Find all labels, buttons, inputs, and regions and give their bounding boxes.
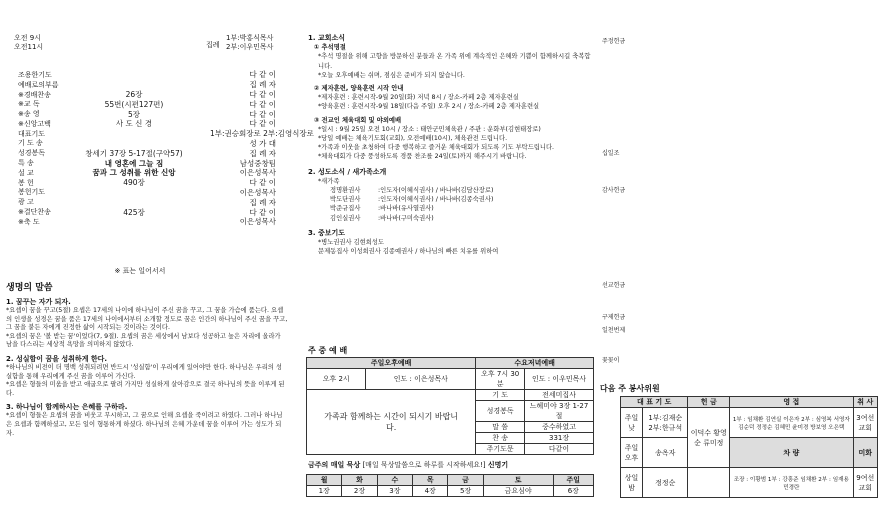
day-cell: 월 [307,475,342,486]
order-row: 대표기도 1부:권승회장로 2부:김영식장로 [18,129,314,139]
order-row: 광 고 집 례 자 [18,197,276,207]
order-row: ※교 독 55번(시편127편) 다 같 이 [18,99,276,109]
sermon-point-3: 3. 하나님이 함께하시는 은혜를 구하라. [6,403,128,412]
chapter-cell: 금요심야 [483,486,553,497]
offering-labels [600,0,628,380]
sermon-title: 생명의 말씀 [6,283,53,293]
chapter-cell: 3장 [377,486,412,497]
notices: 1. 교회소식 ① 추석명절 *추석 명절을 위해 고향을 방문하신 분들과 온 가족 위에 계속적인 은혜와 기쁨이 함께하시길 축복합니다. *오늘 오후예배는 쉬며, 점심은 준비가 되지 않습니다. ② 제자훈련, 양육훈련 시작 안내 *제자훈련 : 훈련시작-9월 20일(화) 저녁 8시 / 장소-카페 2층 제자훈련실 *양육훈련 : 훈련시작-9월 18일(다음 주일) 오후 2시 / 장소-카페 2층 제자훈련실 ③ 전교인 체육대회 및 야외예배 *일시 : 9월 25일 오전 10시 / 장소 : 태안군민체육관 / 주관 : 운화부(김현태장로) *당일 예배는 체육기도회(교회), 오전예배(10시), 체육관전 드립니다. *가족과 이웃을 초청하여 다중 행복하고 즐거운 체육대회가 되도록 기도 부탁드립니다. *체육대회가 다중 풍성하도록 경품 찬조를 24일(토)까지 해주시기 바랍니다. 2. 성도소식 / 새가족소개 *새가족 정명환권사 : 인도자(이혜식권사) / 바나바(김담산장로) 박도단권사 : 인도자(이혜식권사) / 바나바(김종숙권사) 박준규집사 : 바나바(유사열권사) 김인실권사 : 바나바(구미숙권사) 3. 중보기도 *병노권권사 김현희성도 문제동집사 이성희권사 김종예권사 / 하나님의 빠른 치유를 위하여 [308,34,596,256]
chapter-cell: 6장 [553,486,593,497]
next-title: 다음 주 봉사위원 [600,384,660,393]
notices-column [300,0,600,529]
day-cell: 금 [448,475,483,486]
sermon: 생명의 말씀 1. 꿈꾸는 자가 되자. *요셉이 꿈을 꾸고(5절) 요셉은 17세의 나이에 하나님이 주신 꿈을 꾸고, 그 꿈을 가슴에 품는다. 요셉의 인생을 성경은 꿈을 품은 17세의 나이에서부터 소개할 정도로 꿈은 인간의 하나님이 주신 꿈을 꾸고, 그 꿈을 붙든 자에게 진정한 삶이 시작되는 것이라는 것이다. *요셉의 꿈은 '볼 받는 꿈'이었다(7, 9절). 요셉의 꿈은 세상에서 남보다 성공하고 높은 자리에 올라가 남을 다스리는 세상적 욕망을 의미하지 않았다. 2. 성실함이 꿈을 성취하게 한다. *하나님의 비전이 더 명백 성취되려면 반드시 '성실함'이 우리에게 있어야만 한다. 하나님은 우리의 성실함을 통해 우리에게 주신 꿈을 이루어 가신다. *요셉은 형들의 미움을 받고 애굽으로 팔려 가지만 성실하게 살아감으로 결국 하나님의 뜻을 이루게 된다. 3. 하나님이 함께하시는 은혜를 구하라. *요셉이 형들은 요셉의 꿈을 비웃고 무시하고, 그 꿈으로 인해 요셉을 죽이려고 하였다. 그러나 하나님은 요셉과 함께하셨고, 모든 일이 형통하게 하셨다. 하나님의 은혜 가운데 꿈을 이루어 가는 성도가 되자. [6,280,288,438]
order-list [0,70,314,227]
order-row: 예배로의부름 집 례 자 [18,80,276,90]
daily-header: 금주의 매일 묵상 [매일 묵상말씀으로 하루를 시작하세요!] 신명기 [308,461,509,469]
offering-column [600,0,880,529]
day-cell: 목 [413,475,448,486]
order-row: 특 송 내 영혼에 그늘 짐 남성중창팀 [18,158,276,168]
offering-label: 일천번제 [602,327,626,334]
day-cell: 화 [342,475,377,486]
weekly-table: 주일오후예배 수요저녁예배 오후 2시 인도 : 이은성목사 오후 7시 30분 인도 : 이우민목사 가족과 함께하는 시간이 되시기 바랍니다. 기 도 전세미집사 성경봉독 느헤미야 3장 1-27절 말 씀 중수하였고 찬 송 331장 주기도문 다같이 [306,357,594,455]
offering-label: 꽃꽂이 [602,357,620,364]
order-row: 기 도 송 성 가 대 [18,138,276,148]
offering-label: 선교헌금 [602,282,626,289]
chapter-cell: 1장 [307,486,342,497]
offering-label: 감사헌금 [602,187,626,194]
order-row: ※송 영 5장 다 같 이 [18,109,276,119]
weekly-title: 주 중 예 배 [308,346,348,355]
day-cell: 토 [483,475,553,486]
offering-label: 주정헌금 [602,38,626,45]
order-row: 봉헌기도 이은성목사 [18,187,276,197]
chapter-cell: 2장 [342,486,377,497]
day-cell: 주일 [553,475,593,486]
family-item: 박도단권사 : 인도자(이혜식권사) / 바나바(김종숙권사) [330,196,494,204]
order-row: 봉 헌 490장 다 같 이 [18,178,276,188]
chapter-cell: 5장 [448,486,483,497]
day-cell: 수 [377,475,412,486]
chapter-cell: 4장 [413,486,448,497]
footnote: ※ 표는 일어서서 [114,267,166,275]
service-table: 대 표 기 도 헌 금 영 접 취 사 주일 낮 1부:김재순 2부:한규석 이덕수 황영순 류미정 1부 : 임채환 김연실 이은자 2부 : 심영복 서영자 김순덕 정정순 김혜민 윤미경 방보영 오은택 3여선교회 주일오후 송옥자 차 량 미화 상일 밤 정정순 조장 : 이황범 1부 : 강흥준 임채환 2부 : 임재용 민경란 9여선교회 [620,396,878,498]
offering-label: 구제헌금 [602,314,626,321]
order-row: ※축 도 이은성목사 [18,217,276,227]
service-times: 오전 9시 오전11시 [14,34,44,51]
sermon-point-2: 2. 성실함이 꿈을 성취하게 한다. [6,354,108,363]
order-row: 성경봉독 창세기 37장 5-17절(구약57) 집 례 자 [18,148,276,158]
leader-label: 집례 [206,41,220,49]
family-item: 정명환권사 : 인도자(이혜식권사) / 바나바(김담산장로) [330,187,494,195]
worship-order-column [0,0,314,529]
leaders: 1부:박홍식목사 2부:이우민목사 [226,34,274,51]
offering-names [630,30,874,380]
daily-table [306,474,594,497]
family-item: 박준규집사 : 바나바(유사열권사) [330,205,434,213]
new-family-list [308,186,596,223]
order-row: 설 교 꿈과 그 성취를 위한 신앙 이은성목사 [18,168,276,178]
offering-label: 십일조 [602,150,620,157]
family-item: 김인실권사 : 바나바(구미숙권사) [330,214,434,222]
order-row: ※결단찬송 425장 다 같 이 [18,207,276,217]
order-row: ※신앙고백 사 도 신 경 다 같 이 [18,119,276,129]
sermon-point-1: 1. 꿈꾸는 자가 되자. [6,298,71,306]
order-row: 조용한기도 다 같 이 [18,70,276,80]
order-row: ※경배찬송 26장 다 같 이 [18,90,276,99]
